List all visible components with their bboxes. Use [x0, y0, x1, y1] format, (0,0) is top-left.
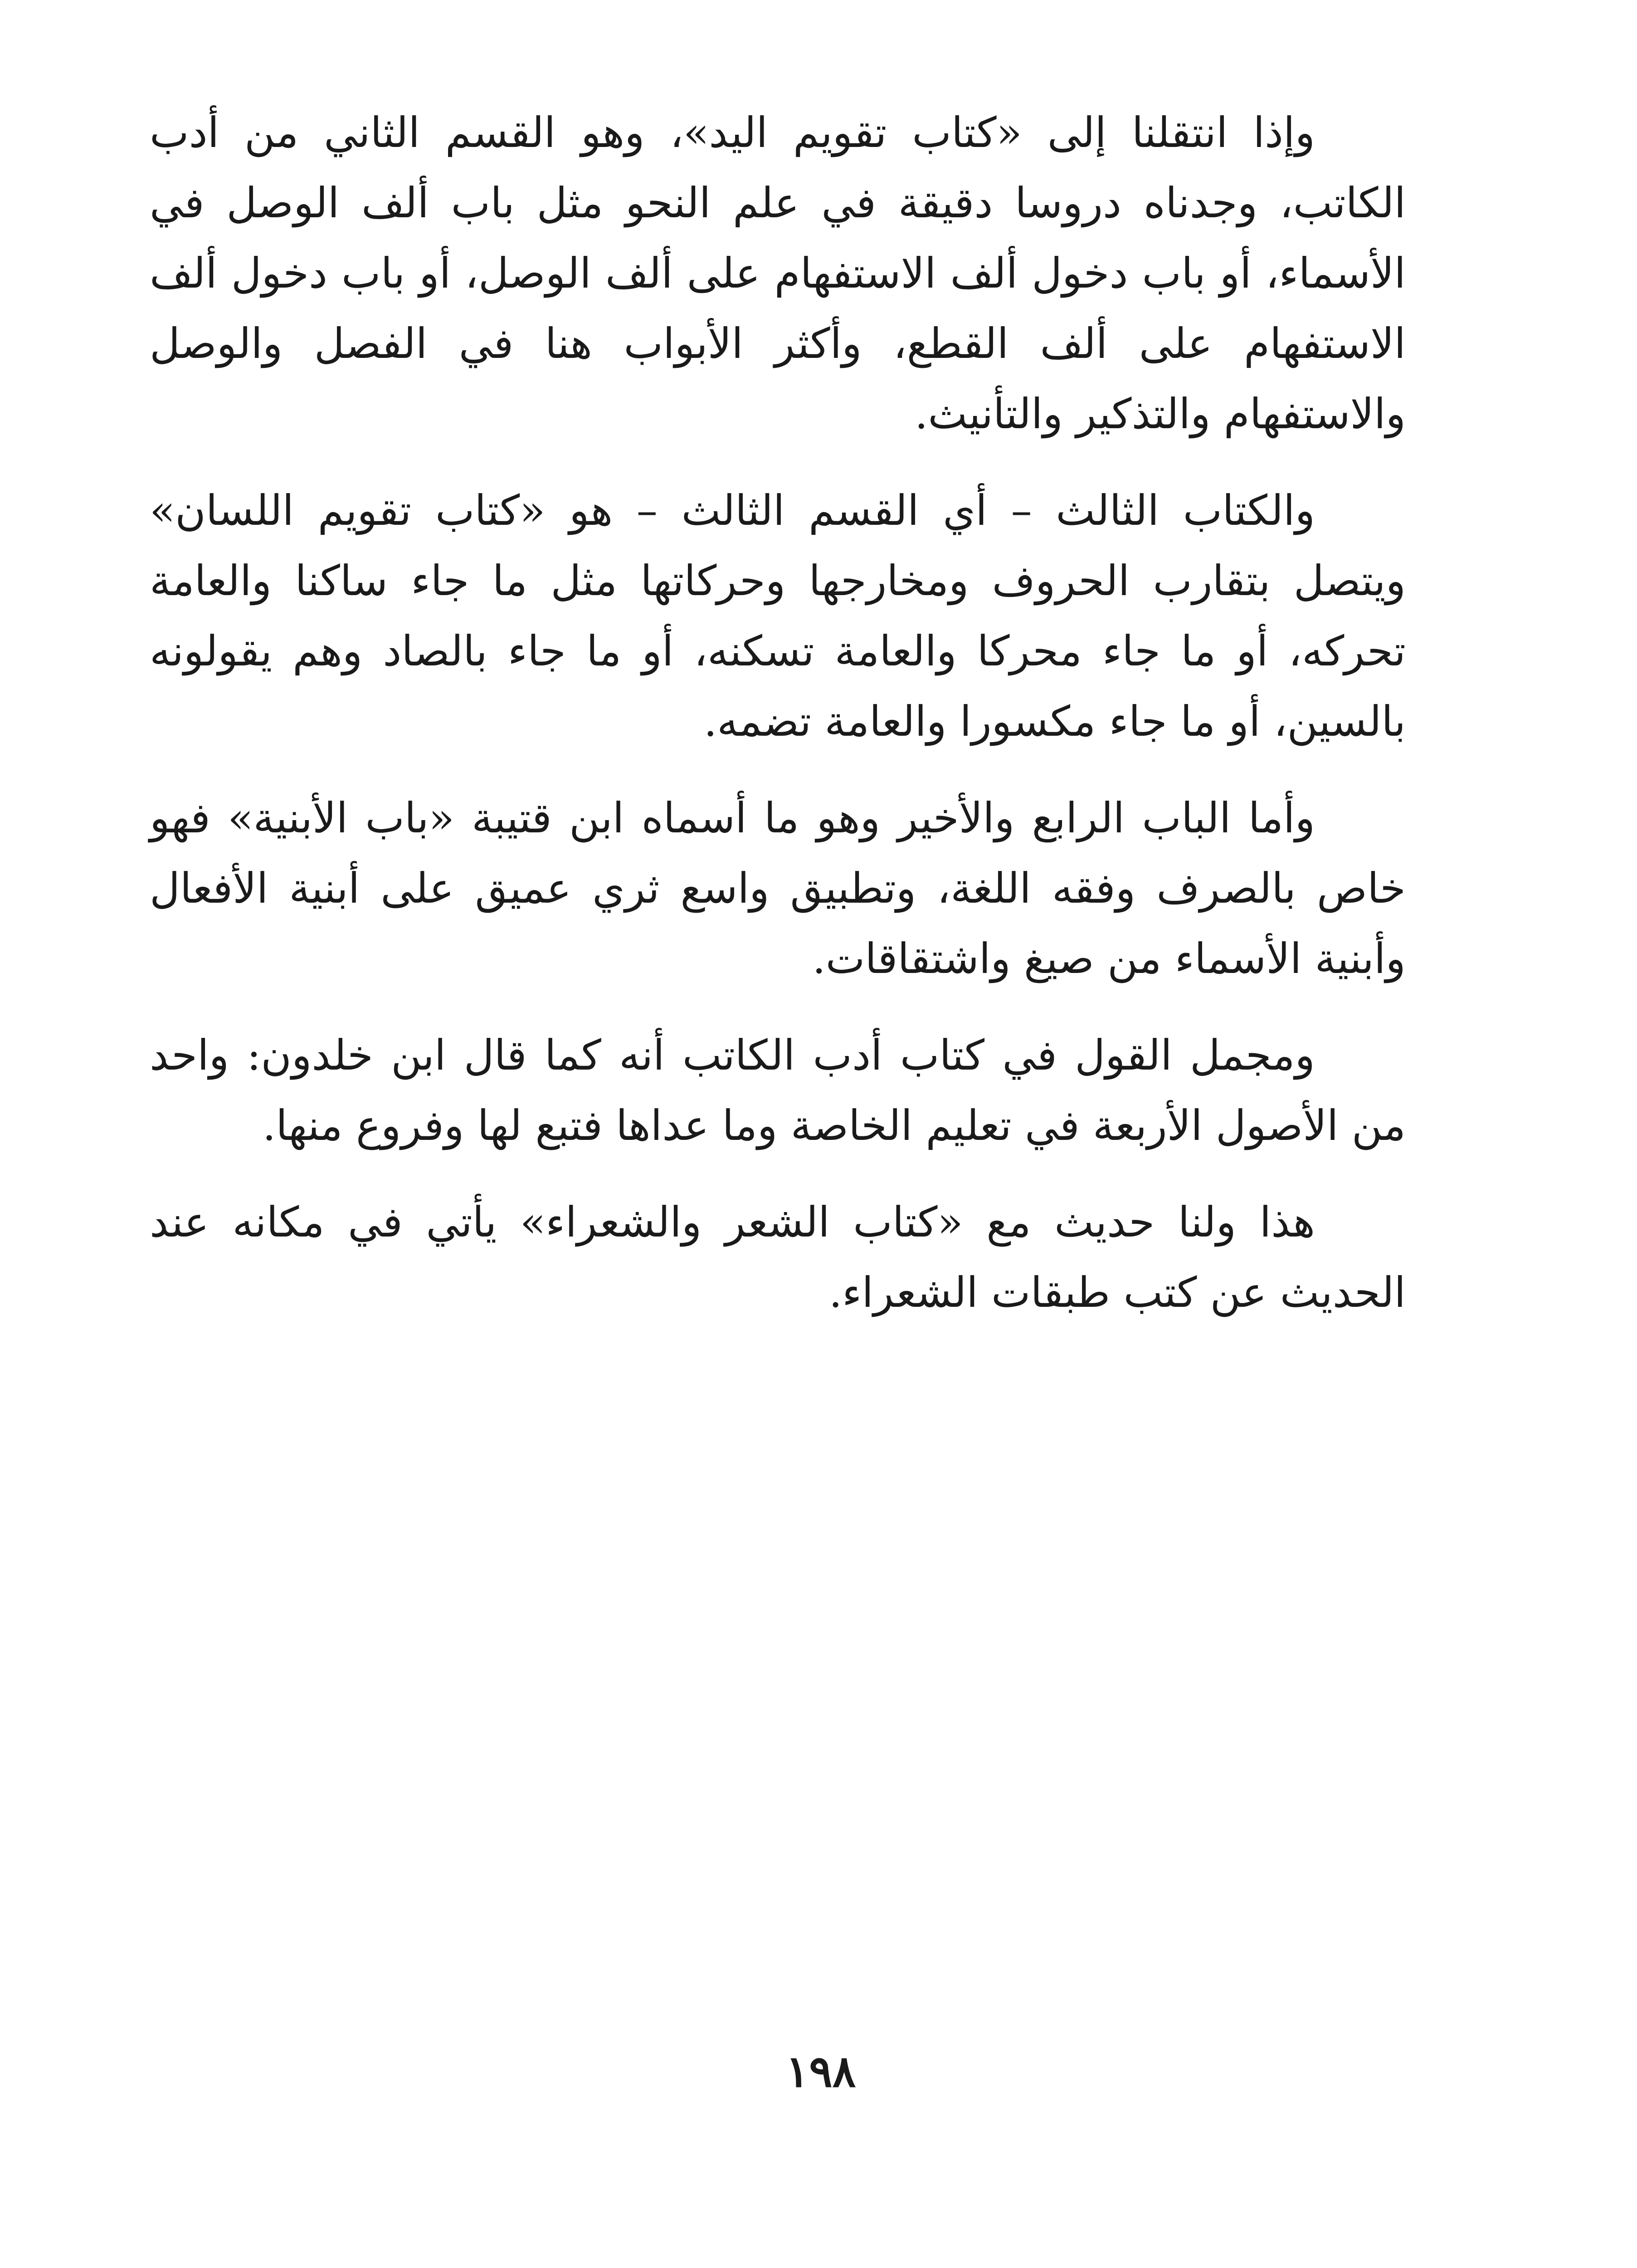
page-number: ١٩٨: [785, 2046, 856, 2097]
paragraph-2: والكتاب الثالث – أي القسم الثالث – هو «كتاب تقويم اللسان» ويتصل بتقارب الحروف ومخارجها وحركاتها مثل ما جاء ساكنا والعامة تحركه، أو ما جاء محركا والعامة تسكنه، أو ما جاء بالصاد وهم يقولونه بالسين، أو ما جاء مكسورا والعامة تضمه.: [150, 486, 1406, 746]
paragraph-3: وأما الباب الرابع والأخير وهو ما أسماه ابن قتيبة «باب الأبنية» فهو خاص بالصرف وفقه اللغة، وتطبيق واسع ثري عميق على أبنية الأفعال وأبنية الأسماء من صيغ واشتقاقات.: [150, 794, 1406, 983]
paragraph-4: ومجمل القول في كتاب أدب الكاتب أنه كما قال ابن خلدون: واحد من الأصول الأربعة في تعليم الخاصة وما عداها فتبع لها وفروع منها.: [150, 1031, 1406, 1150]
paragraph-5: هذا ولنا حديث مع «كتاب الشعر والشعراء» يأتي في مكانه عند الحديث عن كتب طبقات الشعراء.: [150, 1198, 1406, 1317]
body-text: [150, 98, 1406, 1354]
paragraph-1: وإذا انتقلنا إلى «كتاب تقويم اليد»، وهو القسم الثاني من أدب الكاتب، وجدناه دروسا دقيقة في علم النحو مثل باب ألف الوصل في الأسماء، أو باب دخول ألف الاستفهام على ألف الوصل، أو باب دخول ألف الاستفهام على ألف القطع، وأكثر الأبواب هنا في الفصل والوصل والاستفهام والتذكير والتأنيث.: [150, 108, 1406, 438]
